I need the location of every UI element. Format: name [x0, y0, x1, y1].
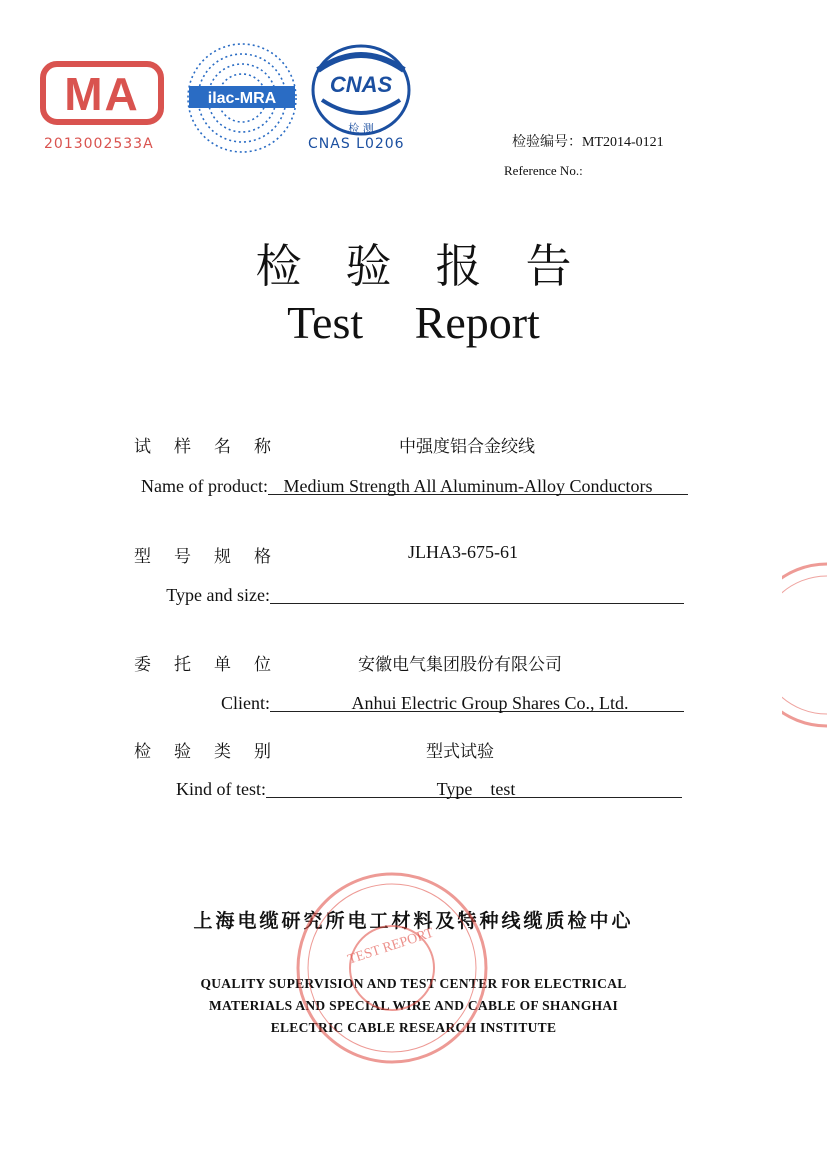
organization-name-cn: 上海电缆研究所电工材料及特种线缆质检中心 [193, 910, 634, 932]
page-title-en: Test Report [287, 297, 540, 348]
cnas-logo [308, 40, 414, 140]
test-kind-label-cn [134, 737, 294, 762]
type-size-underline [270, 603, 684, 604]
organization-name-en-line: MATERIALS AND SPECIAL WIRE AND CABLE OF SHANGHAI [208, 998, 619, 1013]
label-char: 号 [174, 547, 191, 567]
organization-name-en-line: QUALITY SUPERVISION AND TEST CENTER FOR ELECTRICAL [200, 976, 627, 991]
label-char: 托 [174, 655, 191, 675]
reference-label-en: Reference No.: [504, 163, 583, 178]
label-char: 样 [174, 437, 191, 457]
test-kind-value-cn: 型式试验 [426, 742, 494, 762]
label-char: 位 [254, 655, 271, 675]
product-label-cn [134, 432, 294, 457]
type-size-label-en: Type and size: [166, 585, 270, 605]
title-char: 告 [525, 239, 572, 293]
client-value-cn: 安徽电气集团股份有限公司 [358, 655, 562, 675]
label-char: 名 [214, 437, 231, 457]
label-char: 型 [134, 547, 151, 567]
type-size-label-cn [134, 542, 294, 567]
label-char: 别 [254, 742, 271, 762]
reference-value: MT2014-0121 [582, 135, 664, 150]
client-label-cn [134, 650, 294, 675]
label-char: 类 [214, 742, 231, 762]
cnas-label: CNAS L0206 [308, 136, 405, 152]
edge-seal-stamp [782, 560, 827, 730]
test-kind-label-en: Kind of test: [176, 779, 266, 799]
ilac-mra-logo [185, 40, 299, 156]
type-size-value: JLHA3-675-61 [408, 542, 518, 562]
client-value-en: Anhui Electric Group Shares Co., Ltd. [351, 693, 629, 713]
label-char: 格 [254, 547, 271, 567]
page-title-cn [0, 230, 827, 296]
svg-text:MA: MA [64, 68, 140, 120]
label-char: 规 [214, 547, 231, 567]
svg-text:CNAS: CNAS [329, 72, 393, 97]
label-char: 检 [134, 742, 151, 762]
product-value-cn: 中强度铝合金绞线 [399, 437, 535, 457]
stamp-text: TEST REPORT [346, 925, 436, 968]
title-char: 检 [255, 239, 302, 293]
organization-name-en-line: ELECTRIC CABLE RESEARCH INSTITUTE [270, 1020, 557, 1035]
cma-number: 2013002533A [44, 136, 154, 152]
title-char: 验 [345, 239, 392, 293]
title-char: 报 [435, 239, 482, 293]
label-char: 单 [214, 655, 231, 675]
label-char: 称 [254, 437, 271, 457]
reference-label-cn: 检验编号： [512, 134, 582, 150]
official-seal-stamp [294, 870, 490, 1066]
cma-logo [40, 58, 164, 128]
label-char: 验 [174, 742, 191, 762]
svg-text:ilac-MRA: ilac-MRA [207, 90, 277, 107]
client-label-en: Client: [221, 693, 270, 713]
product-label-en: Name of product: [141, 476, 268, 496]
label-char: 委 [134, 655, 151, 675]
reference-number [512, 131, 664, 151]
product-value-en: Medium Strength All Aluminum-Alloy Conductors [283, 476, 653, 496]
label-char: 试 [134, 437, 151, 457]
test-kind-value-en: Type test [436, 779, 516, 799]
cnas-sub-label: 检 测 [348, 122, 374, 135]
